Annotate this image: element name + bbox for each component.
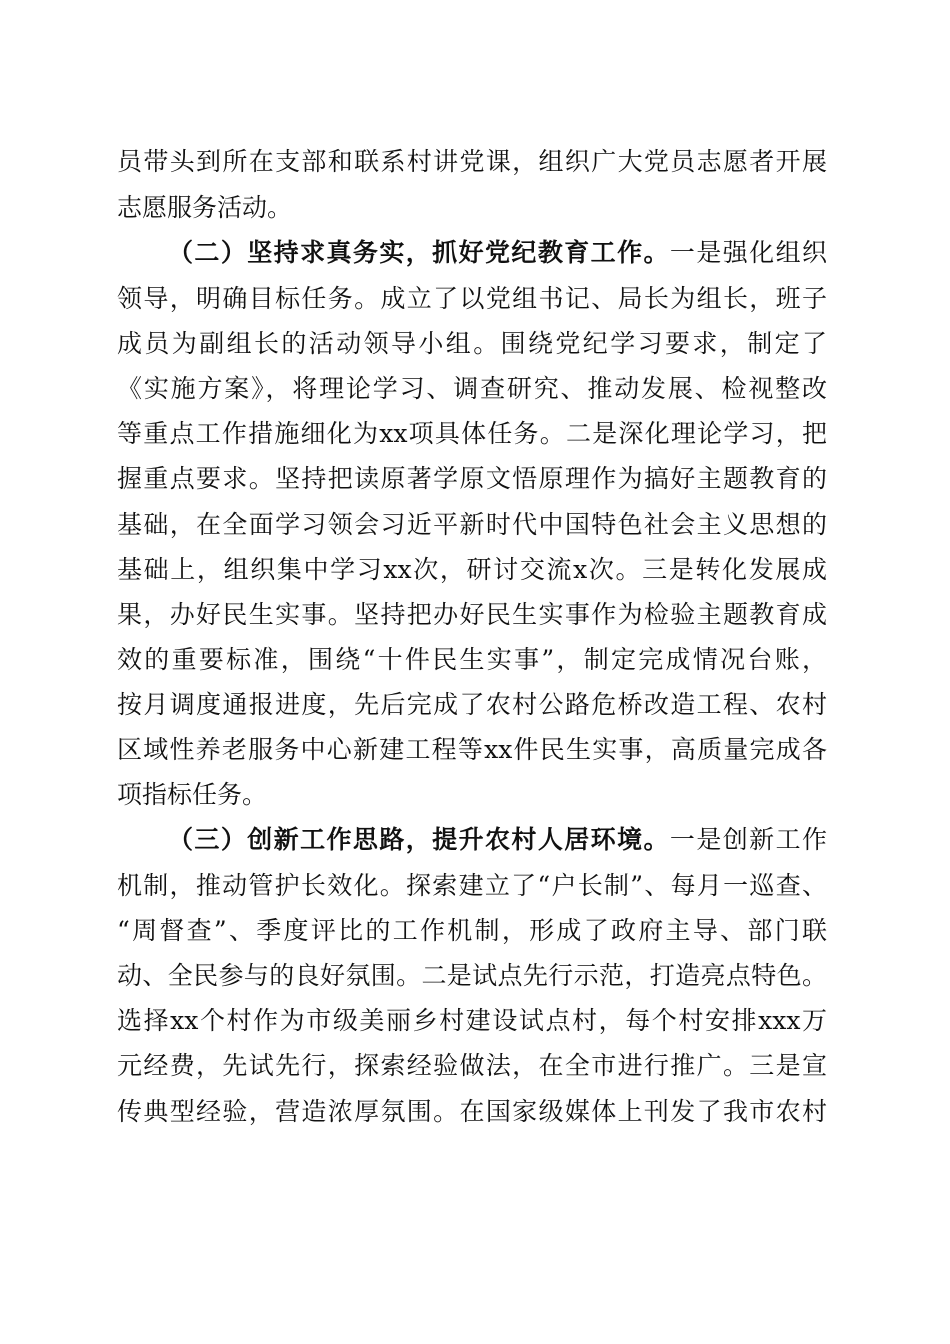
paragraph-3-line-3: “周督查”、季度评比的工作机制，形成了政府主导、部门联 (117, 916, 827, 945)
paragraph-2-line-12: 区域性养老服务中心新建工程等xx件民生实事，高质量完成各 (117, 735, 827, 764)
paragraph-3-line-6: 元经费，先试先行，探索经验做法，在全市进行推广。三是宣 (117, 1051, 827, 1080)
paragraph-3-line-5: 选择xx个村作为市级美丽乡村建设试点村，每个村安排xxx万 (117, 1006, 827, 1035)
paragraph-2-line-13: 项指标任务。 (117, 780, 268, 809)
paragraph-3-line-2: 机制，推动管护长效化。探索建立了“户长制”、每月一巡查、 (117, 871, 827, 900)
paragraph-2-line-8: 基础上，组织集中学习xx次，研讨交流x次。三是转化发展成 (117, 555, 827, 584)
paragraph-2-line-2: 领导，明确目标任务。成立了以党组书记、局长为组长，班子 (117, 284, 827, 313)
paragraph-2-line-7: 基础，在全面学习领会习近平新时代中国特色社会主义思想的 (117, 510, 827, 539)
paragraph-3-heading: （三）创新工作思路，提升农村人居环境。 (168, 825, 670, 854)
paragraph-2-line-11: 按月调度通报进度，先后完成了农村公路危桥改造工程、农村 (117, 690, 827, 719)
paragraph-3-line-4: 动、全民参与的良好氛围。二是试点先行示范，打造亮点特色。 (117, 961, 827, 990)
paragraph-2-line-9: 果，办好民生实事。坚持把办好民生实事作为检验主题教育成 (117, 600, 827, 629)
paragraph-2-line-4: 《实施方案》，将理论学习、调查研究、推动发展、检视整改 (117, 374, 827, 403)
paragraph-2-line-3: 成员为副组长的活动领导小组。围绕党纪学习要求，制定了 (117, 329, 827, 358)
paragraph-1-line-2: 志愿服务活动。 (117, 193, 293, 222)
paragraph-2-line-10: 效的重要标准，围绕“十件民生实事”，制定完成情况台账， (117, 645, 827, 674)
paragraph-3-line-7: 传典型经验，营造浓厚氛围。在国家级媒体上刊发了我市农村 (117, 1097, 827, 1126)
paragraph-2-line-5: 等重点工作措施细化为xx项具体任务。二是深化理论学习，把 (117, 419, 827, 448)
paragraph-3-first-line-rest: 一是创新工作 (669, 825, 827, 854)
paragraph-2-first-line-rest: 一是强化组织 (669, 238, 827, 267)
paragraph-2-line-1 (168, 231, 827, 275)
paragraph-3-line-1 (168, 818, 827, 862)
paragraph-2-line-6: 握重点要求。坚持把读原著学原文悟原理作为搞好主题教育的 (117, 464, 827, 493)
paragraph-2-heading: （二）坚持求真务实，抓好党纪教育工作。 (168, 238, 670, 267)
paragraph-1-line-1: 员带头到所在支部和联系村讲党课，组织广大党员志愿者开展 (117, 147, 827, 176)
